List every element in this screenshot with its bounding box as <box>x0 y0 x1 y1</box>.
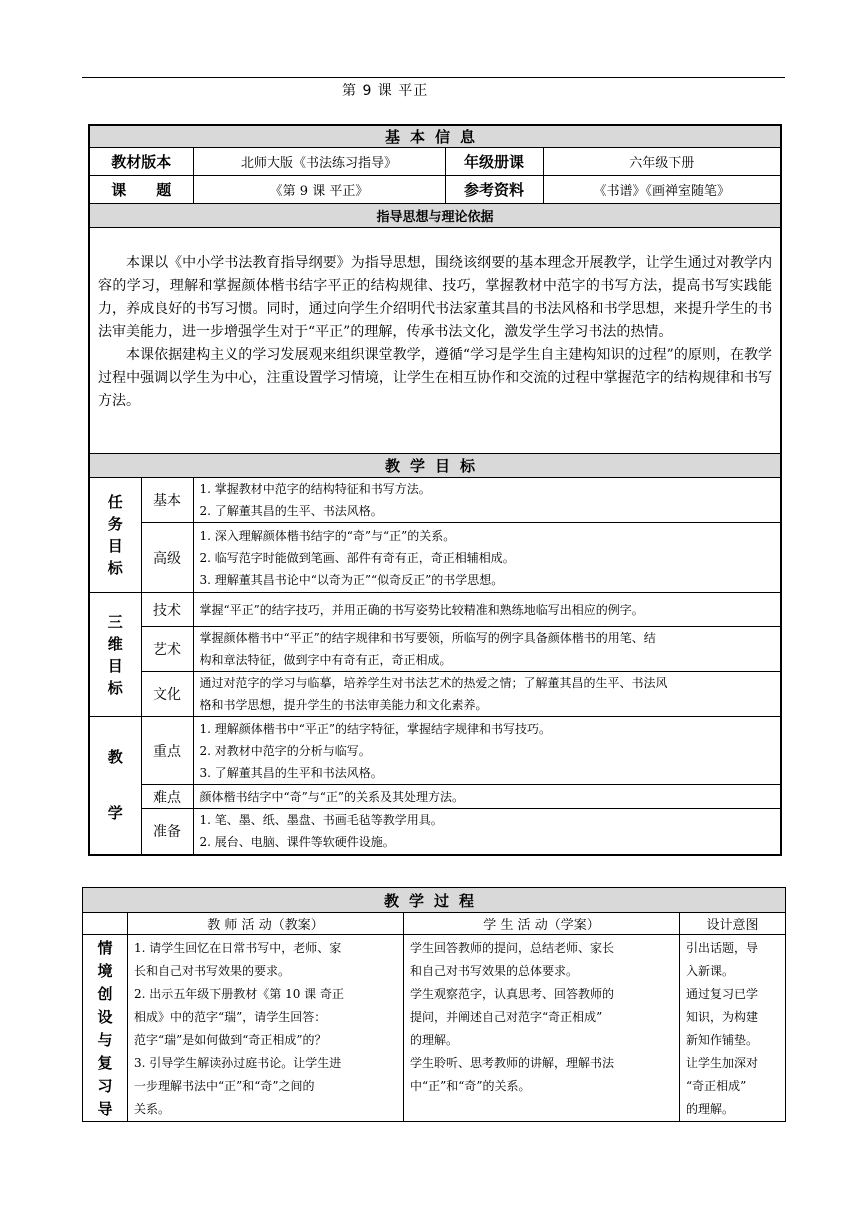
stage-label-situation-review: 情 境 创 设 与 复 习 导 <box>83 935 128 1122</box>
basic-goal-label: 基本 <box>141 478 193 523</box>
key-points-label: 重点 <box>141 717 193 785</box>
textbook-label: 教材版本 <box>89 148 193 176</box>
skill-goal-label: 技术 <box>141 593 193 627</box>
lesson-info-table <box>88 124 782 856</box>
goals-header: 教学目标 <box>89 454 781 478</box>
difficulty-text: 颜体楷书结字中“奇”与“正”的关系及其处理方法。 <box>193 785 781 809</box>
topic-label: 课 题 <box>89 176 193 204</box>
reference-label: 参考资料 <box>445 176 543 204</box>
guide-header: 指导思想与理论依据 <box>89 204 781 228</box>
key-points-items: 1. 理解颜体楷书中“平正”的结字特征，掌握结字规律和书写技巧。 2. 对教材中范字的分析与临写。 3. 了解董其昌的生平和书法风格。 <box>193 717 781 785</box>
preparation-label: 准备 <box>141 809 193 855</box>
lesson-title: 第 9 课 平正 <box>342 83 429 99</box>
design-intent-header: 设计意图 <box>680 913 786 935</box>
culture-goal-text: 通过对范字的学习与临摹，培养学生对书法艺术的热爱之情；了解董其昌的生平、书法风 格和书学思想，提升学生的书法审美能力和文化素养。 <box>193 672 781 717</box>
art-goal-label: 艺术 <box>141 627 193 672</box>
task-goals-label: 任 务 目 标 <box>89 478 141 593</box>
culture-goal-label: 文化 <box>141 672 193 717</box>
teaching-label: 教 学 <box>89 717 141 855</box>
grade-label: 年级册课 <box>445 148 543 176</box>
teaching-process-table <box>82 887 786 1122</box>
skill-goal-text: 掌握“平正”的结字技巧，并用正确的书写姿势比较精准和熟练地临写出相应的例字。 <box>193 593 781 627</box>
textbook-value: 北师大版《书法练习指导》 <box>193 148 445 176</box>
student-activity-header: 学 生 活 动（学案） <box>404 913 680 935</box>
process-corner-cell <box>83 913 128 935</box>
topic-value: 《第 9 课 平正》 <box>193 176 445 204</box>
advanced-goal-items: 1. 深入理解颜体楷书结字的“奇”与“正”的关系。 2. 临写范字时能做到笔画、部件有奇有正，奇正相辅相成。 3. 理解董其昌书论中“以奇为正”“似奇反正”的书学思想。 <box>193 523 781 593</box>
header-rule <box>82 77 785 78</box>
basic-info-header: 基本信息 <box>89 125 781 148</box>
guide-body <box>89 228 781 454</box>
teacher-activity-header: 教 师 活 动（教案） <box>128 913 404 935</box>
guide-paragraph-2: 本课依据建构主义的学习发展观来组织课堂教学，遵循“学习是学生自主建构知识的过程”的原则，在教学过程中强调以学生为中心，注重设置学习情境，让学生在相互协作和交流的过程中掌握范字的结构规律和书写方法。 <box>98 347 773 409</box>
teacher-activity-cell: 1. 请学生回忆在日常书写中，老师、家 长和自己对书写效果的要求。 2. 出示五年级下册教材《第 10 课 奇正 相成》中的范字“瑞”，请学生回答： 范字“瑞”是如何做到“奇正相成”的？ 3. 引导学生解读孙过庭书论。让学生进 一步理解书法中“正”和“奇”之间的 关系。 <box>128 935 404 1122</box>
process-header: 教学过程 <box>83 888 786 913</box>
basic-goal-items: 1. 掌握教材中范字的结构特征和书写方法。 2. 了解董其昌的生平、书法风格。 <box>193 478 781 523</box>
art-goal-text: 掌握颜体楷书中“平正”的结字规律和书写要领，所临写的例字具备颜体楷书的用笔、结 构和章法特征，做到字中有奇有正，奇正相成。 <box>193 627 781 672</box>
preparation-items: 1. 笔、墨、纸、墨盘、书画毛毡等教学用具。 2. 展台、电脑、课件等软硬件设施。 <box>193 809 781 855</box>
design-intent-cell: 引出话题，导 入新课。 通过复习已学 知识，为构建 新知作铺垫。 让学生加深对 “奇正相成” 的理解。 <box>680 935 786 1122</box>
guide-paragraph-1: 本课以《中小学书法教育指导纲要》为指导思想，围绕该纲要的基本理念开展教学，让学生通过对教学内容的学习，理解和掌握颜体楷书结字平正的结构规律、技巧，掌握教材中范字的书写方法，提高书写实践能力，养成良好的书写习惯。同时，通过向学生介绍明代书法家董其昌的书法风格和书学思想，来提升学生的书法审美能力，进一步增强学生对于“平正”的理解，传承书法文化，激发学生学习书法的热情。 <box>98 255 773 340</box>
difficulty-label: 难点 <box>141 785 193 809</box>
advanced-goal-label: 高级 <box>141 523 193 593</box>
grade-value: 六年级下册 <box>543 148 781 176</box>
student-activity-cell: 学生回答教师的提问，总结老师、家长 和自己对书写效果的总体要求。 学生观察范字，认真思考、回答教师的 提问，并阐述自己对范字“奇正相成” 的理解。 学生聆听、思考教师的讲解，理解书法 中“正”和“奇”的关系。 <box>404 935 680 1122</box>
three-dimension-goals-label: 三 维 目 标 <box>89 593 141 717</box>
reference-value: 《书谱》《画禅室随笔》 <box>543 176 781 204</box>
